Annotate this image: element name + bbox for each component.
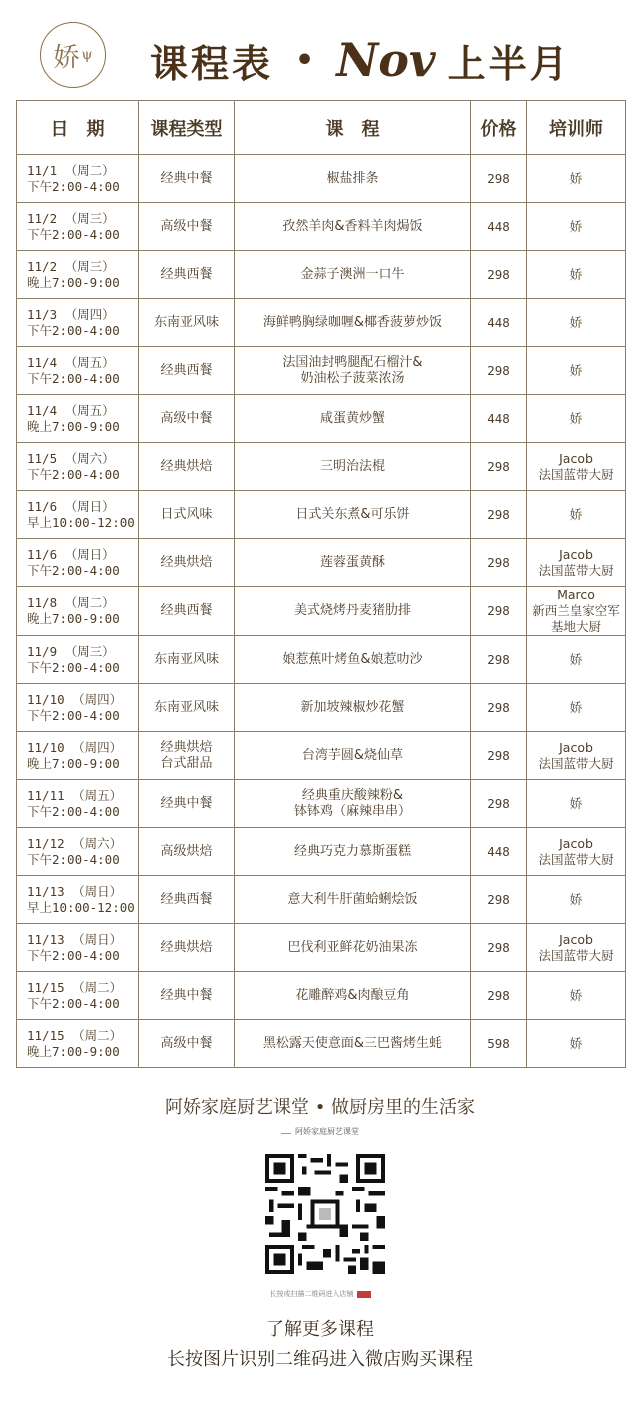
time-text: 下午2:00-4:00 — [27, 659, 120, 675]
date-cell — [17, 1020, 139, 1068]
more-courses: 了解更多课程 — [266, 1319, 374, 1340]
trainer-cell — [527, 876, 626, 924]
qr-caption — [250, 1126, 390, 1137]
course-text: 法国油封鸭腿配石榴汁& — [282, 354, 423, 370]
logo-text: 娇 — [53, 42, 80, 73]
date-cell — [17, 395, 139, 443]
type-cell — [139, 395, 235, 443]
trainer-text: 法国蓝带大厨 — [538, 947, 614, 963]
type-text: 高级中餐 — [160, 410, 213, 426]
date-cell — [17, 347, 139, 395]
price-cell: 298 — [471, 924, 527, 972]
course-cell — [235, 684, 471, 732]
trainer-text: 法国蓝带大厨 — [538, 755, 614, 771]
time-text: 晚上7:00-9:00 — [27, 1043, 120, 1059]
type-cell — [139, 443, 235, 491]
date-text: 11/13 （周日） — [27, 931, 123, 947]
type-cell — [139, 251, 235, 299]
course-text: 咸蛋黄炒蟹 — [319, 410, 385, 426]
trainer-cell — [527, 395, 626, 443]
date-cell — [17, 155, 139, 203]
type-cell — [139, 828, 235, 876]
date-cell — [17, 732, 139, 780]
time-text: 早上10:00-12:00 — [27, 514, 135, 530]
table-row — [17, 155, 626, 203]
trainer-text: Marco — [557, 587, 595, 602]
table-row — [17, 732, 626, 780]
course-text: 意大利牛肝菌蛤蜊烩饭 — [287, 891, 418, 907]
type-cell — [139, 155, 235, 203]
time-text: 晚上7:00-9:00 — [27, 755, 120, 771]
date-cell — [17, 491, 139, 539]
date-text: 11/3 （周四） — [27, 306, 115, 322]
trainer-cell — [527, 732, 626, 780]
date-text: 11/4 （周五） — [27, 402, 115, 418]
trainer-cell — [527, 203, 626, 251]
table-row — [17, 539, 626, 587]
trainer-text: 娇 — [569, 699, 583, 715]
type-text: 经典烘焙 — [160, 458, 213, 474]
trainer-cell — [527, 972, 626, 1020]
date-text: 11/1 （周二） — [27, 162, 115, 178]
course-text: 经典巧克力慕斯蛋糕 — [293, 843, 411, 859]
trainer-text: Jacob — [559, 739, 593, 755]
header-date: 日 期 — [17, 101, 139, 155]
table-row — [17, 395, 626, 443]
qr-caption-text: 阿娇家庭厨艺课堂 — [295, 1127, 359, 1136]
table-row — [17, 347, 626, 395]
table-header-row — [17, 101, 626, 155]
type-text: 高级烘焙 — [160, 843, 213, 859]
type-text: 东南亚风味 — [153, 699, 219, 715]
time-text: 晚上7:00-9:00 — [27, 611, 120, 626]
date-cell — [17, 636, 139, 684]
table-row — [17, 299, 626, 347]
type-cell — [139, 732, 235, 780]
course-text: 新加坡辣椒炒花蟹 — [300, 699, 405, 715]
qr-code-icon[interactable] — [265, 1154, 385, 1274]
price-cell: 298 — [471, 251, 527, 299]
table-row — [17, 684, 626, 732]
course-cell — [235, 203, 471, 251]
trainer-text: Jacob — [559, 835, 593, 851]
qr-hint — [0, 1289, 640, 1299]
date-text: 11/11 （周五） — [27, 787, 123, 803]
time-text: 下午2:00-4:00 — [27, 226, 120, 242]
date-cell — [17, 828, 139, 876]
course-cell — [235, 491, 471, 539]
type-cell — [139, 203, 235, 251]
type-cell — [139, 491, 235, 539]
type-cell — [139, 972, 235, 1020]
price-cell: 448 — [471, 203, 527, 251]
title-month: Nov — [336, 33, 436, 87]
course-text: 海鲜鸭胸绿咖喱&椰香菠萝炒饭 — [262, 314, 443, 330]
course-cell — [235, 347, 471, 395]
date-text: 11/9 （周三） — [27, 643, 115, 659]
trainer-text: 法国蓝带大厨 — [538, 562, 614, 578]
time-text: 晚上7:00-9:00 — [27, 274, 120, 290]
date-cell — [17, 924, 139, 972]
trainer-text: 娇 — [569, 218, 583, 234]
trainer-cell — [527, 491, 626, 539]
price-cell: 298 — [471, 972, 527, 1020]
type-text: 经典西餐 — [160, 362, 213, 378]
date-cell — [17, 684, 139, 732]
qr-block — [250, 1126, 390, 1151]
table-row — [17, 924, 626, 972]
table-row — [17, 636, 626, 684]
course-text: 台湾芋圆&烧仙草 — [301, 747, 404, 763]
course-text: 椒盐排条 — [326, 170, 379, 186]
trainer-cell — [527, 587, 626, 636]
trainer-text: 娇 — [569, 795, 583, 811]
type-text: 经典烘焙 — [160, 939, 213, 955]
title-separator: • — [295, 42, 315, 78]
date-text: 11/4 （周五） — [27, 354, 115, 370]
table-row — [17, 972, 626, 1020]
trainer-text: 娇 — [569, 506, 583, 522]
buy-instruction: 长按图片识别二维码进入微店购买课程 — [167, 1349, 473, 1370]
trainer-text: 基地大厨 — [550, 619, 601, 634]
course-cell — [235, 539, 471, 587]
price-cell: 448 — [471, 828, 527, 876]
trainer-cell — [527, 155, 626, 203]
course-text: 金蒜子澳洲一口牛 — [300, 266, 405, 282]
type-text: 经典中餐 — [160, 795, 213, 811]
course-cell — [235, 924, 471, 972]
type-cell — [139, 636, 235, 684]
header-course: 课 程 — [235, 101, 471, 155]
price-cell: 298 — [471, 684, 527, 732]
course-cell — [235, 636, 471, 684]
course-cell — [235, 299, 471, 347]
type-text: 经典烘焙 — [160, 739, 213, 755]
time-text: 下午2:00-4:00 — [27, 562, 120, 578]
type-text: 经典西餐 — [160, 891, 213, 907]
time-text: 下午2:00-4:00 — [27, 947, 120, 963]
trainer-cell — [527, 684, 626, 732]
course-text: 花雕醉鸡&肉酿豆角 — [295, 987, 410, 1003]
course-cell — [235, 828, 471, 876]
type-text: 日式风味 — [160, 506, 213, 522]
course-text: 钵钵鸡（麻辣串串） — [293, 803, 411, 819]
title-half-month: 上半月 — [447, 40, 571, 86]
date-cell — [17, 587, 139, 636]
date-cell — [17, 203, 139, 251]
type-cell — [139, 684, 235, 732]
date-text: 11/5 （周六） — [27, 450, 115, 466]
trainer-text: Jacob — [559, 450, 593, 466]
type-cell — [139, 1020, 235, 1068]
footer-slogan: 阿娇家庭厨艺课堂 • 做厨房里的生活家 — [164, 1097, 476, 1118]
course-text: 经典重庆酸辣粉& — [301, 787, 404, 803]
type-text: 东南亚风味 — [153, 314, 219, 330]
date-cell — [17, 299, 139, 347]
course-text: 三明治法棍 — [319, 458, 385, 474]
trainer-cell — [527, 1020, 626, 1068]
course-cell — [235, 876, 471, 924]
table-row — [17, 780, 626, 828]
trainer-cell — [527, 251, 626, 299]
date-text: 11/8 （周二） — [27, 595, 115, 610]
table-row — [17, 251, 626, 299]
date-text: 11/15 （周二） — [27, 1027, 123, 1043]
course-text: 奶油松子菠菜浓汤 — [300, 370, 405, 386]
type-text: 经典烘焙 — [160, 554, 213, 570]
type-text: 经典中餐 — [160, 987, 213, 1003]
trainer-cell — [527, 443, 626, 491]
trainer-text: 娇 — [569, 410, 583, 426]
time-text: 下午2:00-4:00 — [27, 803, 120, 819]
table-row — [17, 587, 626, 636]
table-row — [17, 828, 626, 876]
table-row — [17, 491, 626, 539]
trainer-text: 法国蓝带大厨 — [538, 851, 614, 867]
trainer-text: 娇 — [569, 987, 583, 1003]
time-text: 下午2:00-4:00 — [27, 851, 120, 867]
price-cell: 298 — [471, 780, 527, 828]
time-text: 下午2:00-4:00 — [27, 707, 120, 723]
price-cell: 298 — [471, 636, 527, 684]
type-cell — [139, 347, 235, 395]
date-text: 11/13 （周日） — [27, 883, 123, 899]
trainer-cell — [527, 347, 626, 395]
price-cell: 448 — [471, 299, 527, 347]
course-text: 莲蓉蛋黄酥 — [319, 554, 385, 570]
table-row — [17, 203, 626, 251]
time-text: 下午2:00-4:00 — [27, 466, 120, 482]
type-cell — [139, 587, 235, 636]
type-text: 经典中餐 — [160, 170, 213, 186]
time-text: 下午2:00-4:00 — [27, 995, 120, 1011]
course-cell — [235, 972, 471, 1020]
date-cell — [17, 443, 139, 491]
price-cell: 298 — [471, 732, 527, 780]
time-text: 下午2:00-4:00 — [27, 322, 120, 338]
header-price: 价格 — [471, 101, 527, 155]
trainer-cell — [527, 780, 626, 828]
date-cell — [17, 251, 139, 299]
date-text: 11/6 （周日） — [27, 546, 115, 562]
type-cell — [139, 780, 235, 828]
trainer-text: 娇 — [569, 266, 583, 282]
table-row — [17, 876, 626, 924]
course-cell — [235, 732, 471, 780]
table-body — [17, 155, 626, 1068]
qr-hint-text: 长按或扫描二维码进入店铺 — [269, 1290, 354, 1298]
course-text: 美式烧烤丹麦猪肋排 — [293, 603, 411, 618]
time-text: 下午2:00-4:00 — [27, 178, 120, 194]
type-text: 台式甜品 — [160, 755, 213, 771]
trainer-text: Jacob — [559, 546, 593, 562]
trainer-cell — [527, 636, 626, 684]
date-text: 11/2 （周三） — [27, 210, 115, 226]
course-text: 巴伐利亚鲜花奶油果冻 — [287, 939, 418, 955]
header-type: 课程类型 — [139, 101, 235, 155]
trainer-text: 娇 — [569, 891, 583, 907]
time-text: 下午2:00-4:00 — [27, 370, 120, 386]
price-cell: 598 — [471, 1020, 527, 1068]
trainer-cell — [527, 299, 626, 347]
price-cell: 298 — [471, 876, 527, 924]
course-cell — [235, 251, 471, 299]
date-cell — [17, 972, 139, 1020]
type-cell — [139, 539, 235, 587]
price-cell: 448 — [471, 395, 527, 443]
time-text: 早上10:00-12:00 — [27, 899, 135, 915]
course-cell — [235, 587, 471, 636]
price-cell: 298 — [471, 155, 527, 203]
type-text: 高级中餐 — [160, 218, 213, 234]
date-text: 11/12 （周六） — [27, 835, 123, 851]
trainer-text: 娇 — [569, 651, 583, 667]
type-cell — [139, 299, 235, 347]
price-cell: 298 — [471, 443, 527, 491]
date-text: 11/15 （周二） — [27, 979, 123, 995]
jiao-logo-icon: 娇 ψ — [40, 22, 106, 88]
date-text: 11/10 （周四） — [27, 691, 123, 707]
course-cell — [235, 780, 471, 828]
date-cell — [17, 876, 139, 924]
type-text: 经典西餐 — [160, 266, 213, 282]
trainer-text: 娇 — [569, 1035, 583, 1051]
type-text: 东南亚风味 — [153, 651, 219, 667]
header-trainer: 培训师 — [527, 101, 626, 155]
trainer-cell — [527, 828, 626, 876]
date-cell — [17, 780, 139, 828]
trainer-text: 新西兰皇家空军 — [532, 603, 620, 618]
course-text: 日式关东煮&可乐饼 — [295, 506, 410, 522]
trainer-text: 法国蓝带大厨 — [538, 466, 614, 482]
price-cell: 298 — [471, 587, 527, 636]
shop-badge-icon — [357, 1291, 371, 1298]
trainer-cell — [527, 539, 626, 587]
type-cell — [139, 876, 235, 924]
date-text: 11/6 （周日） — [27, 498, 115, 514]
price-cell: 298 — [471, 491, 527, 539]
trainer-text: 娇 — [569, 362, 583, 378]
header — [0, 0, 640, 100]
title-schedule: 课程表 — [150, 40, 274, 86]
date-text: 11/2 （周三） — [27, 258, 115, 274]
type-text: 经典西餐 — [160, 603, 213, 618]
type-cell — [139, 924, 235, 972]
course-cell — [235, 443, 471, 491]
trainer-text: 娇 — [569, 170, 583, 186]
trainer-text: Jacob — [559, 931, 593, 947]
table-row — [17, 443, 626, 491]
page-title — [150, 30, 571, 90]
course-text: 孜然羊肉&香料羊肉焗饭 — [282, 218, 423, 234]
course-cell — [235, 155, 471, 203]
trainer-text: 娇 — [569, 314, 583, 330]
course-text: 黑松露天使意面&三巴酱烤生蚝 — [262, 1035, 443, 1051]
date-cell — [17, 539, 139, 587]
course-cell — [235, 395, 471, 443]
course-text: 娘惹蕉叶烤鱼&娘惹叻沙 — [282, 651, 423, 667]
date-text: 11/10 （周四） — [27, 739, 123, 755]
course-cell — [235, 1020, 471, 1068]
price-cell: 298 — [471, 539, 527, 587]
type-text: 高级中餐 — [160, 1035, 213, 1051]
time-text: 晚上7:00-9:00 — [27, 418, 120, 434]
table-row — [17, 1020, 626, 1068]
trainer-cell — [527, 924, 626, 972]
price-cell: 298 — [471, 347, 527, 395]
course-schedule-table — [16, 100, 626, 1068]
